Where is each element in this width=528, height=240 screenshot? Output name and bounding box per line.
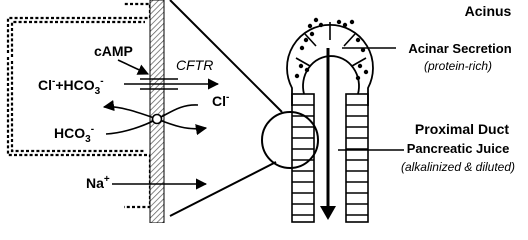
alkalinized-diluted-label: (alkalinized & diluted): [400, 160, 516, 174]
duct-cell-outline: [8, 4, 150, 207]
proximal-duct-title: Proximal Duct: [414, 121, 510, 137]
flow-arrow-head: [320, 206, 336, 220]
acinar-secretion-label: Acinar Secretion: [408, 41, 512, 56]
cl-ion-label: Cl-: [212, 92, 230, 109]
hco3-label: $HCO_3^-$: [54, 124, 95, 145]
camp-label: cAMP: [94, 43, 133, 59]
cl-hco3-label: $Cl^-+HCO_3^-$: [38, 76, 104, 97]
cftr-label: CFTR: [176, 57, 214, 73]
na-label: Na+: [86, 174, 110, 191]
acinus-title: Acinus: [464, 3, 512, 19]
zymogen-granules: [295, 18, 368, 80]
luminal-membrane: [150, 0, 164, 223]
proximal-duct: [292, 94, 368, 222]
zoom-circle: [262, 112, 318, 168]
acinus: [287, 18, 373, 106]
cl-hco3-exchanger: [153, 115, 162, 124]
protein-rich-label: (protein-rich): [423, 59, 493, 73]
pancreatic-juice-label: Pancreatic Juice: [406, 141, 510, 156]
zoom-line-bottom: [170, 162, 276, 216]
camp-arrow: [118, 60, 148, 74]
